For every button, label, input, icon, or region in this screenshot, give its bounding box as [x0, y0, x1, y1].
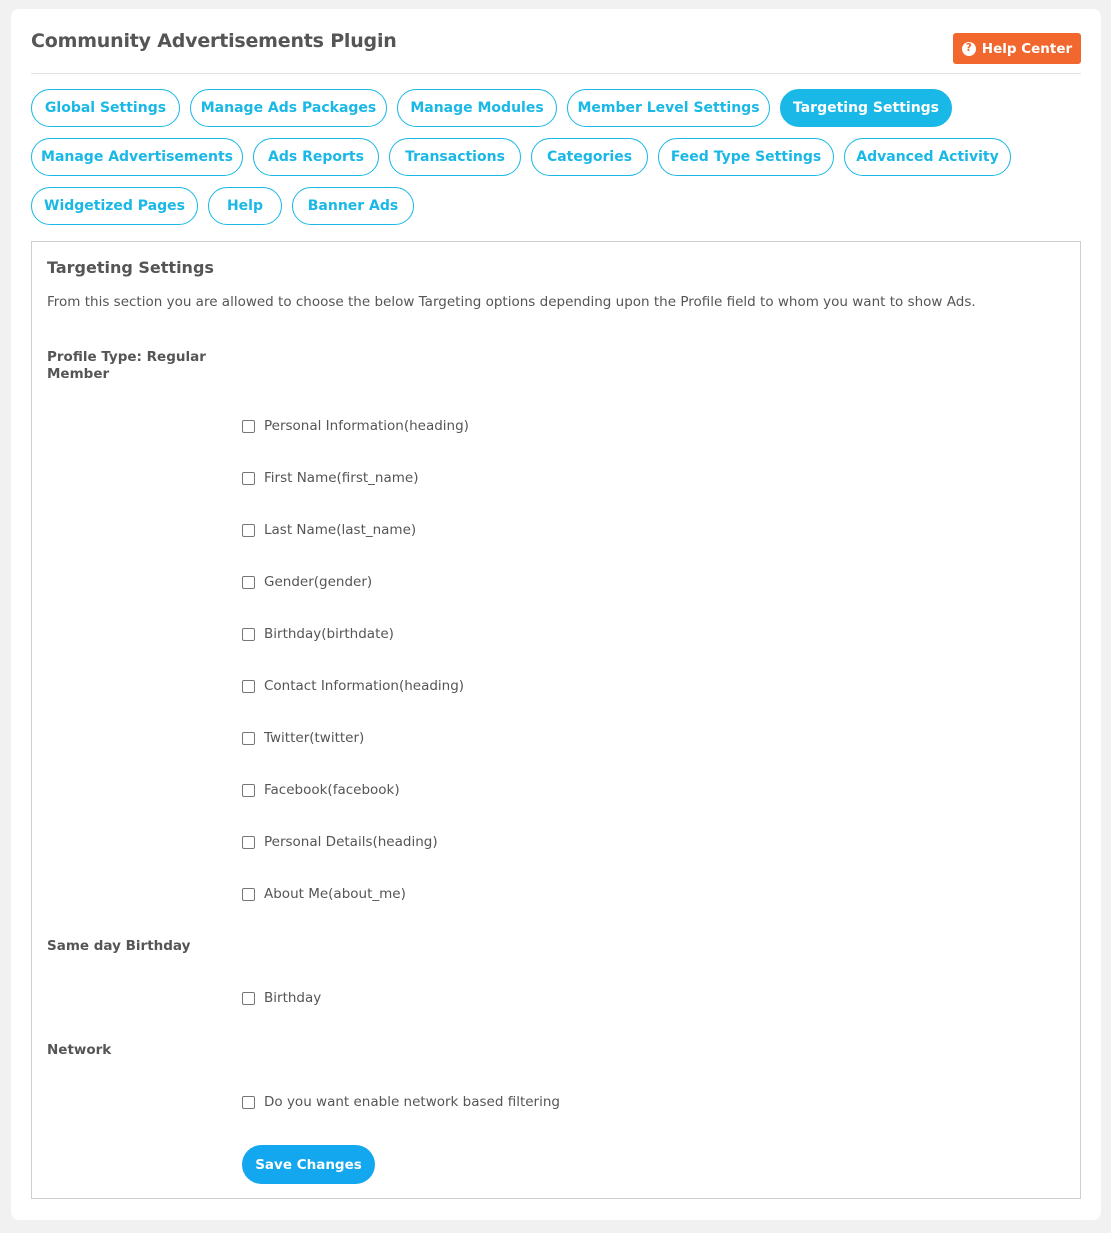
tab-banner-ads[interactable]: Banner Ads — [292, 187, 414, 225]
checkbox[interactable] — [242, 992, 255, 1005]
checkbox[interactable] — [242, 732, 255, 745]
help-center-label: Help Center — [981, 40, 1073, 57]
tab-help[interactable]: Help — [208, 187, 282, 225]
checkbox-label: First Name(first_name) — [264, 470, 419, 486]
checkbox-label: Personal Details(heading) — [264, 834, 438, 850]
checkbox-label: Last Name(last_name) — [264, 522, 417, 538]
checkbox[interactable] — [242, 420, 255, 433]
checkbox[interactable] — [242, 524, 255, 537]
checkbox-row-twitter[interactable] — [242, 730, 364, 746]
panel-title: Targeting Settings — [47, 258, 214, 277]
tab-manage-modules[interactable]: Manage Modules — [397, 89, 557, 127]
checkbox-row-personal-details[interactable] — [242, 834, 438, 850]
tab-targeting-settings[interactable]: Targeting Settings — [780, 89, 952, 127]
checkbox-row-same-day-birthday[interactable] — [242, 990, 321, 1006]
checkbox-label: Do you want enable network based filtering — [264, 1094, 560, 1110]
tab-manage-ads-packages[interactable]: Manage Ads Packages — [190, 89, 387, 127]
checkbox-label: Birthday — [264, 990, 322, 1006]
checkbox-row-contact-information[interactable] — [242, 678, 464, 694]
checkbox[interactable] — [242, 836, 255, 849]
question-circle-icon: ? — [962, 42, 976, 56]
page-title: Community Advertisements Plugin — [31, 30, 397, 52]
checkbox[interactable] — [242, 888, 255, 901]
checkbox[interactable] — [242, 628, 255, 641]
same-day-birthday-label: Same day Birthday — [47, 938, 191, 954]
checkbox-row-about-me[interactable] — [242, 886, 406, 902]
tab-global-settings[interactable]: Global Settings — [31, 89, 180, 127]
tab-advanced-activity[interactable]: Advanced Activity — [844, 138, 1011, 176]
checkbox[interactable] — [242, 1096, 255, 1109]
checkbox-row-personal-information[interactable] — [242, 418, 469, 434]
header-divider — [31, 73, 1081, 74]
checkbox-label: Twitter(twitter) — [264, 730, 365, 746]
checkbox[interactable] — [242, 576, 255, 589]
checkbox-row-first-name[interactable] — [242, 470, 418, 486]
checkbox-row-facebook[interactable] — [242, 782, 400, 798]
checkbox[interactable] — [242, 784, 255, 797]
network-label: Network — [47, 1042, 112, 1058]
checkbox-row-network-filtering[interactable] — [242, 1094, 560, 1110]
checkbox-label: Birthday(birthdate) — [264, 626, 394, 642]
tab-widgetized-pages[interactable]: Widgetized Pages — [31, 187, 198, 225]
tab-manage-advertisements[interactable]: Manage Advertisements — [31, 138, 243, 176]
targeting-settings-panel — [31, 241, 1081, 1199]
checkbox-label: Personal Information(heading) — [264, 418, 469, 434]
checkbox-row-birthday[interactable] — [242, 626, 394, 642]
checkbox-row-gender[interactable] — [242, 574, 372, 590]
checkbox-label: Gender(gender) — [264, 574, 373, 590]
tab-feed-type-settings[interactable]: Feed Type Settings — [658, 138, 834, 176]
tab-ads-reports[interactable]: Ads Reports — [253, 138, 379, 176]
checkbox[interactable] — [242, 472, 255, 485]
checkbox[interactable] — [242, 680, 255, 693]
profile-type-label: Profile Type: Regular Member — [47, 349, 206, 382]
checkbox-label: Contact Information(heading) — [264, 678, 465, 694]
checkbox-label: Facebook(facebook) — [264, 782, 400, 798]
main-card — [11, 9, 1101, 1220]
save-changes-button[interactable]: Save Changes — [242, 1145, 375, 1184]
tab-member-level-settings[interactable]: Member Level Settings — [567, 89, 770, 127]
panel-description: From this section you are allowed to choose the below Targeting options depending upon the Profile field to whom you want to show Ads. — [47, 294, 976, 310]
help-center-button[interactable] — [953, 33, 1081, 64]
tab-categories[interactable]: Categories — [531, 138, 648, 176]
checkbox-row-last-name[interactable] — [242, 522, 416, 538]
checkbox-label: About Me(about_me) — [264, 886, 406, 902]
tab-transactions[interactable]: Transactions — [389, 138, 521, 176]
